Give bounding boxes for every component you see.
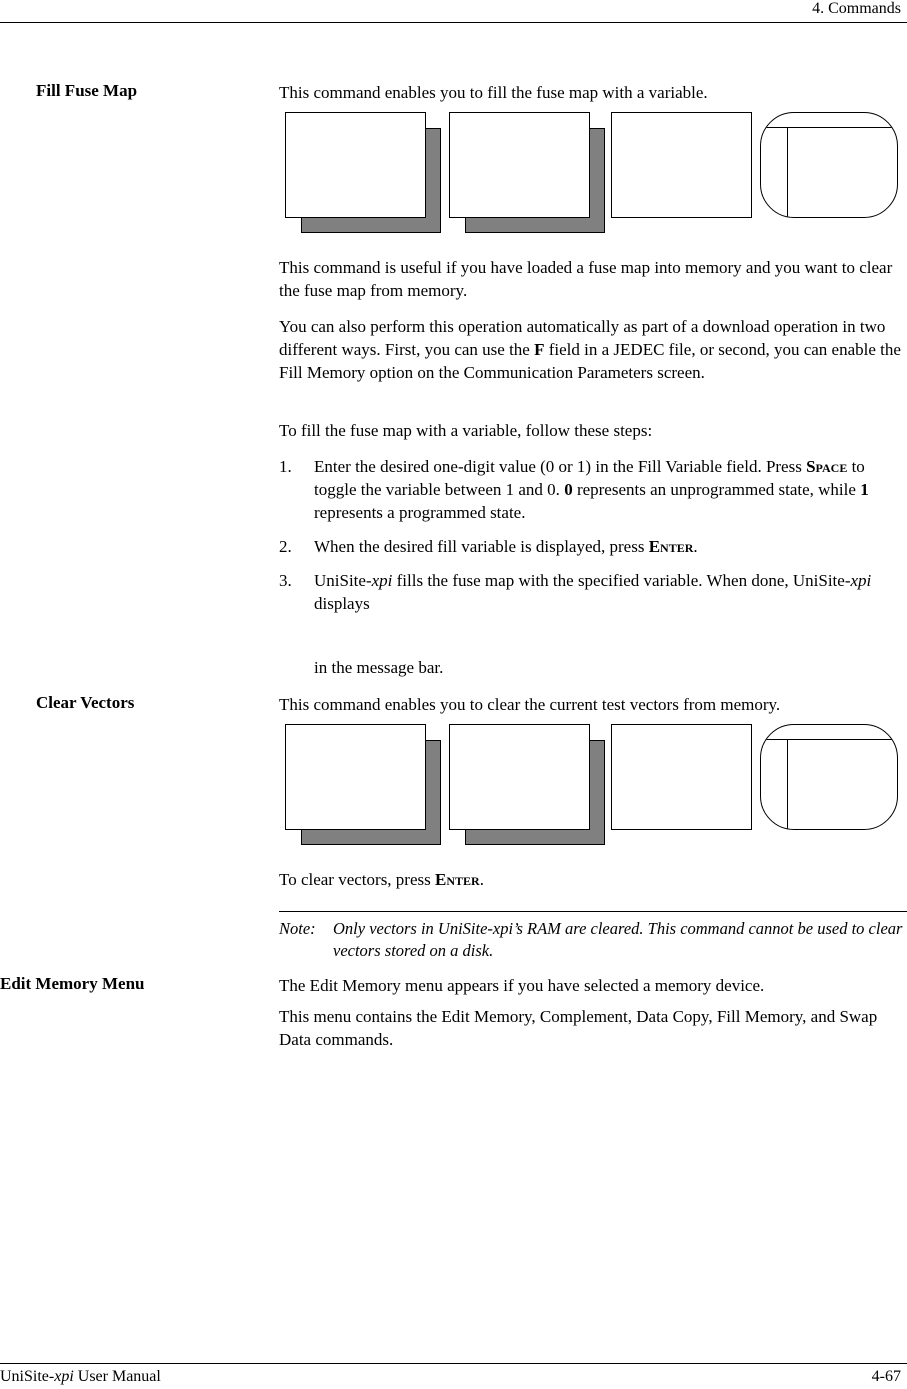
fill-fuse-map-paragraph-2: You can also perform this operation automatically as part of a download operation in two different ways. First, you can use the F field in a JEDEC file, or second, you can enable the Fill Memory option on the Communication Parameters screen.	[279, 317, 901, 382]
diagram-box	[449, 112, 590, 218]
fill-fuse-map-paragraph-1: This command is useful if you have loaded a fuse map into memory and you want to clear the fuse map from memory.	[279, 258, 893, 300]
note-text: Only vectors in UniSite-xpi’s RAM are cleared. This command cannot be used to clear vectors stored on a disk.	[333, 919, 903, 960]
edit-memory-paragraph-2: This menu contains the Edit Memory, Complement, Data Copy, Fill Memory, and Swap Data commands.	[279, 1007, 878, 1049]
step-3: 3. UniSite-xpi fills the fuse map with the specified variable. When done, UniSite-xpi displays	[279, 571, 872, 613]
clear-vectors-instruction: To clear vectors, press Enter.	[279, 870, 484, 889]
footer-rule	[0, 1363, 907, 1364]
diagram-screen-shape	[760, 112, 898, 218]
screen-diagram-clear-vectors	[0, 724, 907, 846]
screen-diagram-fill-fuse-map	[0, 112, 907, 234]
fill-fuse-map-paragraph-3: To fill the fuse map with a variable, follow these steps:	[279, 421, 653, 440]
header-rule	[0, 22, 907, 23]
section-heading-clear-vectors: Clear Vectors	[36, 693, 135, 712]
diagram-box	[611, 724, 752, 830]
step-2: 2. When the desired fill variable is displayed, press Enter.	[279, 537, 698, 556]
section-heading-fill-fuse-map: Fill Fuse Map	[36, 81, 138, 100]
diagram-box	[611, 112, 752, 218]
chapter-header: 4. Commands	[812, 0, 901, 17]
footer-manual-title: UniSite-xpi User Manual	[0, 1368, 161, 1385]
clear-vectors-intro: This command enables you to clear the current test vectors from memory.	[279, 695, 781, 714]
diagram-box	[285, 724, 426, 830]
section-heading-edit-memory-menu: Edit Memory Menu	[0, 974, 145, 993]
message-bar-text: in the message bar.	[314, 658, 444, 677]
edit-memory-paragraph-1: The Edit Memory menu appears if you have selected a memory device.	[279, 976, 765, 995]
page-number: 4-67	[871, 1368, 901, 1385]
step-1: 1. Enter the desired one-digit value (0 or 1) in the Fill Variable field. Press Space to toggle the variable between 1 and 0. 0 represents an unprogrammed state, while 1 represents a programmed state.	[279, 457, 869, 522]
fill-fuse-map-intro: This command enables you to fill the fuse map with a variable.	[279, 83, 708, 102]
diagram-box	[449, 724, 590, 830]
diagram-screen-shape	[760, 724, 898, 830]
note-label: Note:	[279, 919, 316, 938]
note	[279, 918, 905, 962]
note-rule	[279, 911, 907, 912]
diagram-box	[285, 112, 426, 218]
